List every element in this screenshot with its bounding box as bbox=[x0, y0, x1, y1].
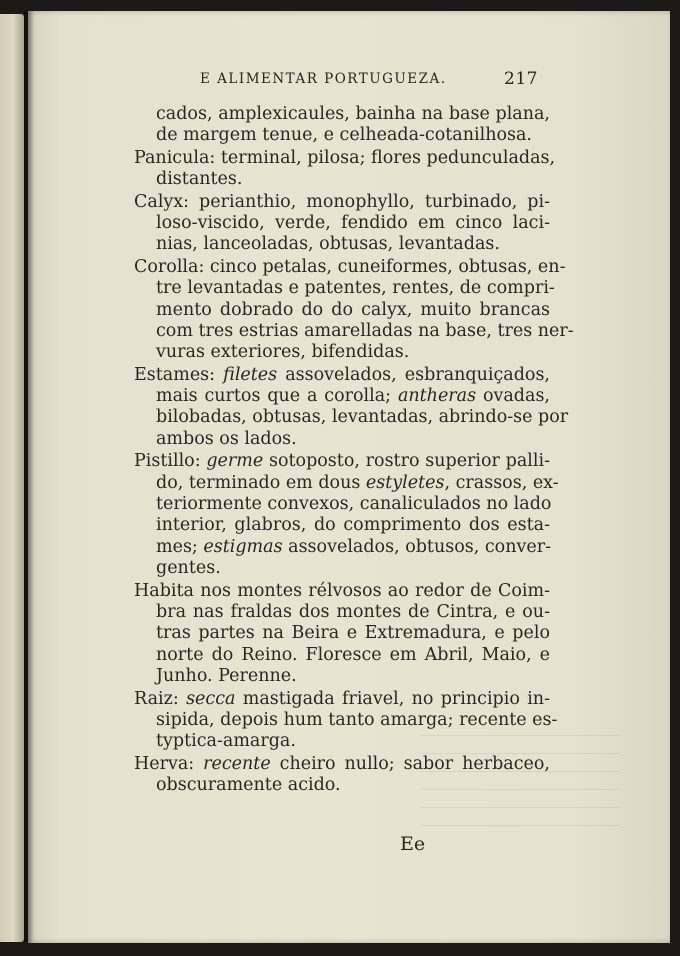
text-line: typtica-amarga. bbox=[156, 731, 296, 752]
text-line: vuras exteriores, bifendidas. bbox=[156, 342, 410, 363]
text-line bbox=[134, 472, 559, 494]
text-line: de margem tenue, e celheada-cotanilhosa. bbox=[156, 125, 532, 146]
italic-term: germe bbox=[206, 451, 264, 472]
text-segment: cheiro nullo; sabor herbaceo, bbox=[270, 753, 551, 774]
text-line: bra nas fraldas dos montes de Cintra, e ou- bbox=[156, 601, 550, 622]
text-segment: sotoposto, rostro superior palli- bbox=[263, 451, 550, 472]
body-text bbox=[134, 104, 574, 797]
italic-term: estyletes bbox=[365, 472, 445, 493]
italic-term: secca bbox=[186, 688, 236, 709]
text-line bbox=[134, 537, 550, 558]
text-line: interior, glabros, do comprimento dos esta- bbox=[156, 515, 550, 536]
italic-term: filetes bbox=[223, 364, 278, 385]
text-line: com tres estrias amarelladas na base, tres ner- bbox=[156, 320, 574, 341]
text-line bbox=[134, 451, 550, 472]
text-line: norte do Reino. Floresce em Abril, Maio, e bbox=[156, 644, 550, 665]
text-line: Junho. Perenne. bbox=[156, 666, 297, 687]
text-line: distantes. bbox=[156, 169, 243, 190]
text-line: Habita nos montes rélvosos ao redor de Coim- bbox=[134, 580, 550, 601]
text-line bbox=[134, 754, 550, 775]
text-line: sipida, depois hum tanto amarga; recente es- bbox=[156, 709, 558, 730]
text-line bbox=[134, 386, 550, 407]
italic-term: antheras bbox=[397, 386, 477, 407]
text-segment: , crassos, ex- bbox=[444, 472, 559, 493]
text-line: Panicula: terminal, pilosa; flores pedunculadas, bbox=[134, 147, 556, 168]
text-segment: mes; bbox=[156, 536, 204, 557]
catchword: Ee bbox=[400, 833, 426, 855]
running-title: E ALIMENTAR PORTUGUEZA. bbox=[200, 71, 447, 87]
text-line: tras partes na Beira e Extremadura, e pelo bbox=[156, 623, 550, 644]
text-segment: assovelados, esbranquiçados, bbox=[277, 364, 550, 385]
text-line bbox=[134, 689, 550, 710]
text-line: bilobadas, obtusas, levantadas, abrindo-se por bbox=[156, 407, 569, 428]
text-line: ambos os lados. bbox=[156, 428, 297, 449]
text-segment: ovadas, bbox=[476, 386, 550, 407]
text-line bbox=[134, 365, 550, 386]
text-line: obscuramente acido. bbox=[156, 775, 341, 796]
text-line: cados, amplexicaules, bainha na base plana, bbox=[156, 104, 550, 124]
text-segment: Pistillo: bbox=[134, 451, 207, 472]
previous-page-edge bbox=[0, 14, 24, 942]
italic-term: recente bbox=[203, 753, 271, 774]
text-line: tre levantadas e patentes, rentes, de compri- bbox=[156, 278, 555, 299]
text-line: Corolla: cinco petalas, cuneiformes, obtusas, en- bbox=[134, 256, 566, 277]
page-number: 217 bbox=[504, 69, 538, 89]
gutter-shadow bbox=[24, 11, 34, 943]
text-segment: Estames: bbox=[134, 364, 224, 385]
text-segment: Herva: bbox=[134, 753, 204, 774]
text-segment: mais curtos que a corolla; bbox=[156, 386, 398, 407]
text-segment: mastigada friavel, no principio in- bbox=[235, 688, 550, 709]
text-line: Calyx: perianthio, monophyllo, turbinado, pi- bbox=[134, 191, 550, 212]
text-segment: do, terminado em dous bbox=[156, 472, 366, 493]
text-line: loso-viscido, verde, fendido em cinco laci- bbox=[156, 212, 550, 233]
italic-term: estigmas bbox=[203, 536, 283, 557]
text-line: teriormente convexos, canaliculados no lado bbox=[156, 494, 552, 515]
text-line: gentes. bbox=[156, 558, 221, 579]
text-segment: Raiz: bbox=[134, 688, 187, 709]
text-segment: assovelados, obtusos, conver- bbox=[282, 536, 551, 557]
text-line: mento dobrado do do calyx, muito brancas bbox=[156, 299, 550, 320]
text-line: nias, lanceoladas, obtusas, levantadas. bbox=[156, 234, 500, 255]
page-header bbox=[200, 71, 548, 93]
